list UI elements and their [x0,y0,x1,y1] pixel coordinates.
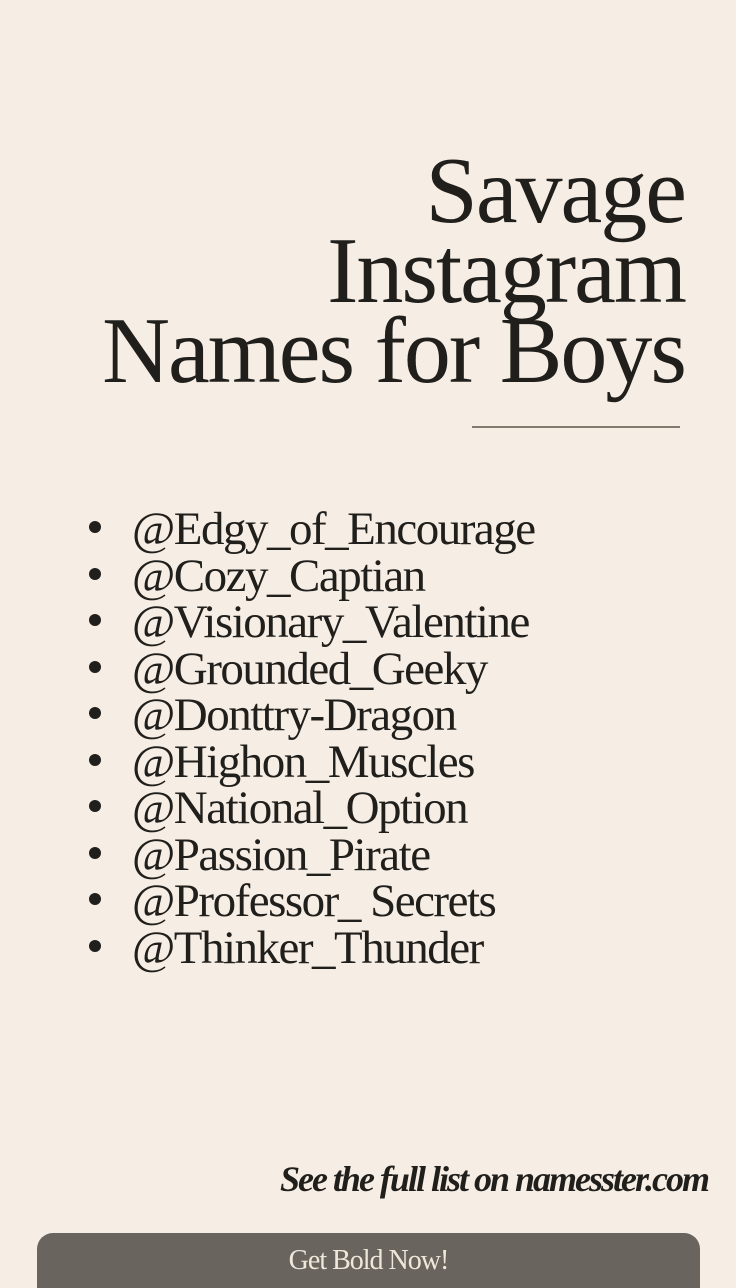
username-text: @Grounded_Geeky [132,642,487,695]
list-item [89,549,535,602]
list-item [89,875,535,927]
page-title-line-3: Names for Boys [102,299,685,403]
page-title-line-1: Savage [425,139,685,243]
title-divider-rule [472,426,680,428]
list-item [89,642,535,695]
username-text: @Donttry-Dragon [132,689,456,741]
list-item [89,735,535,788]
username-text: @Cozy_Captian [132,549,425,602]
bullet-icon [89,614,101,626]
cta-label: Get Bold Now! [288,1245,449,1276]
bullet-icon [89,800,101,812]
bullet-icon [89,940,101,952]
username-text: @Highon_Muscles [132,735,474,788]
username-text: @National_Option [132,782,468,834]
username-text: @Visionary_Valentine [132,596,529,648]
footer-note: See the full list on namesster.com [279,1159,708,1199]
bullet-icon [89,568,101,580]
bullet-icon [89,521,101,533]
bullet-icon [89,754,101,766]
bullet-icon [89,847,101,859]
bullet-icon [89,707,101,719]
get-bold-now-button[interactable] [37,1233,700,1288]
page-title [102,139,685,403]
list-item [89,782,535,834]
list-item [89,596,535,648]
username-text: @Professor_ Secrets [132,875,496,927]
username-list [89,503,535,974]
list-item [89,828,535,881]
list-item [89,689,535,741]
list-item [89,921,535,974]
bullet-icon [89,893,101,905]
username-text: @Passion_Pirate [132,828,430,881]
username-text: @Thinker_Thunder [132,921,483,974]
username-text: @Edgy_of_Encourage [132,503,535,555]
list-item [89,503,535,555]
bullet-icon [89,661,101,673]
page-title-line-2: Instagram [327,219,685,323]
